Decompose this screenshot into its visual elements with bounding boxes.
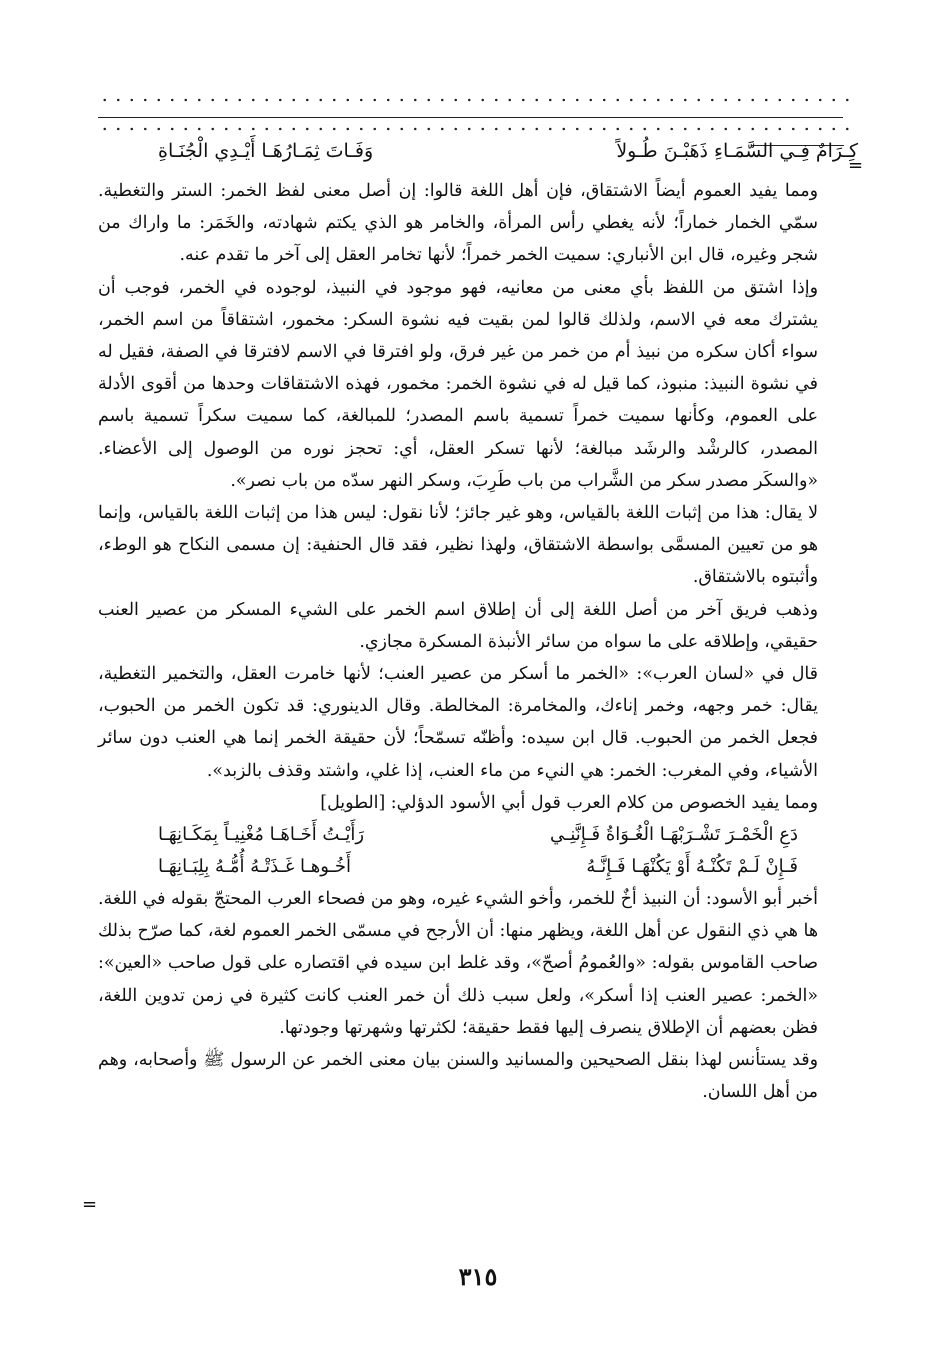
poem-verse: [158, 819, 798, 851]
paragraph: وذهب فريق آخر من أصل اللغة إلى أن إطلاق اسم الخمر على الشيء المسكر من عصير العنب حقيقي، وإطلاقه على ما سواه من سائر الأنبذة المسكرة مجازي.: [98, 599, 818, 652]
poem: [98, 819, 818, 883]
paragraph: وإذا اشتق من اللفظ بأي معنى من معانيه، فهو موجود في النبيذ، لوجوده في الخمر، فوجب أن يشترك معه في الاسم، ولذلك قالوا لمن بقيت فيه نشوة السكر: مخمور، اشتقاقاً من اسم الخمر، سواء أكان سكره من نبيذ أم من خمر من غير فرق، ولو افترقا في الاسم لافترقا في الصفة، فقيل له في نشوة النبيذ: منبوذ، كما قيل له في نشوة الخمر: مخمور، فهذه الاشتقاقات وحدها من أقوى الأدلة على العموم، وكأنها سميت خمراً تسمية باسم المصدر؛ للمبالغة، كما سميت سكراً تسمية باسم المصدر، كالرشْد والرشَد مبالغة؛ لأنها تسكر العقل، أي: تحجز نوره من الوصول إلى الأعضاء. «والسكَر مصدر سكر من الشَّراب من باب طَرِبَ، وسكر النهر سدّه من باب نصر».: [98, 277, 818, 491]
poem-right-hemistich: دَعِ الْخَمْـرَ تَشْـرَبْهَـا الْغُـوَاةُ فَـإِنَّنِـي: [550, 824, 798, 846]
poem-left-hemistich: أَخُـوهـا غَـذَتْـهُ أُمُّـهُ بِلِبَـانِهَـا: [158, 856, 351, 878]
paragraph: ومما يفيد الخصوص من كلام العرب قول أبي الأسود الدؤلي: [الطويل]: [320, 792, 818, 813]
paragraph: وقد يستأنس لهذا بنقل الصحيحين والمسانيد والسنن بيان معنى الخمر عن الرسول ﷺ وأصحابه، وهم من أهل اللسان.: [98, 1050, 818, 1103]
paragraph: ومما يفيد العموم أيضاً الاشتقاق، فإن أهل اللغة قالوا: إن أصل معنى لفظ الخمر: الستر والتغطية. سمّي الخمار خماراً؛ لأنه يغطي رأس المرأة، والخامر هو الذي يكتم شهادته، والخَمَر: ما واراك من شجر وغيره، قال ابن الأنباري: سميت الخمر خمراً؛ لأنها تخامر العقل إلى آخر ما تقدم عنه.: [98, 181, 818, 266]
dotted-separator-bottom: [98, 123, 858, 135]
verse-left-hemistich: وَفَـاتَ ثِمَـارُهَـا أَيْـدِي الْجُنَـاةِ: [158, 140, 374, 162]
verse-right-hemistich: كِـرَامٌ فِـي السَّمَـاءِ ذَهَبْـنَ طُـولاً: [616, 140, 858, 162]
dotted-separator-top: [98, 94, 858, 106]
paragraph: قال في «لسان العرب»: «الخمر ما أسكر من عصير العنب؛ لأنها خامرت العقل، والتخمير التغطية، يقال: خمر وجهه، وخمر إناءك، والمخامرة: المخالطة. وقال الدينوري: قد تكون الخمر من الحبوب، فجعل الخمر من الحبوب. قال ابن سيده: وأظنّه تسمّحاً؛ لأن حقيقة الخمر إنما هي العنب دون سائر الأشياء، وفي المغرب: الخمر: هي النيء من ماء العنب، إذا غلي، واشتد وقذف بالزبد».: [98, 664, 818, 781]
poem-right-hemistich: فَـإِنْ لَـمْ تَكُنْـهُ أَوْ يَكُنْهَـا فَـإِنَّـهُ: [586, 856, 798, 878]
continuation-mark-left: =: [82, 1194, 98, 1215]
document-page: [98, 0, 858, 1370]
main-text: [98, 175, 818, 1108]
paragraph: أخبر أبو الأسود: أن النبيذ أخٌ للخمر، وأخو الشيء غيره، وهو من فصحاء العرب المحتجّ بقوله في اللغة. ها هي ذي النقول عن أهل اللغة، ويظهر منها: أن الأرجح في مسمّى الخمر العموم لغة، كما صرّح بذلك صاحب القاموس بقوله: «والعُمومُ أصحّ»، وقد غلط ابن سيده في اقتصاره على قول صاحب «العين»: «الخمر: عصير العنب إذا أسكر»، ولعل سبب ذلك أن خمر العنب كانت كثيرة في زمن تدوين اللغة، فظن بعضهم أن الإطلاق ينصرف إليها فقط حقيقة؛ لكثرتها وشهرتها وجودتها.: [98, 889, 818, 1038]
top-verse: [158, 140, 858, 176]
paragraph: لا يقال: هذا من إثبات اللغة بالقياس، وهو غير جائز؛ لأنا نقول: ليس هذا من إثبات اللغة بالقياس، وإنما هو من تعيين المسمَّى بواسطة الاشتقاق، ولهذا نظير، فقد قال الحنفية: إن مسمى النكاح هو الوطء، وأثبتوه بالاشتقاق.: [98, 503, 818, 588]
header-rule: [98, 117, 843, 118]
continuation-mark-right: =: [848, 155, 864, 176]
poem-left-hemistich: رَأَيْـتُ أَخَـاهَـا مُغْنِيـاً بِمَكَـانِهَـا: [158, 824, 365, 846]
poem-verse: [158, 851, 798, 883]
page-number: ٣١٥: [458, 1262, 498, 1291]
